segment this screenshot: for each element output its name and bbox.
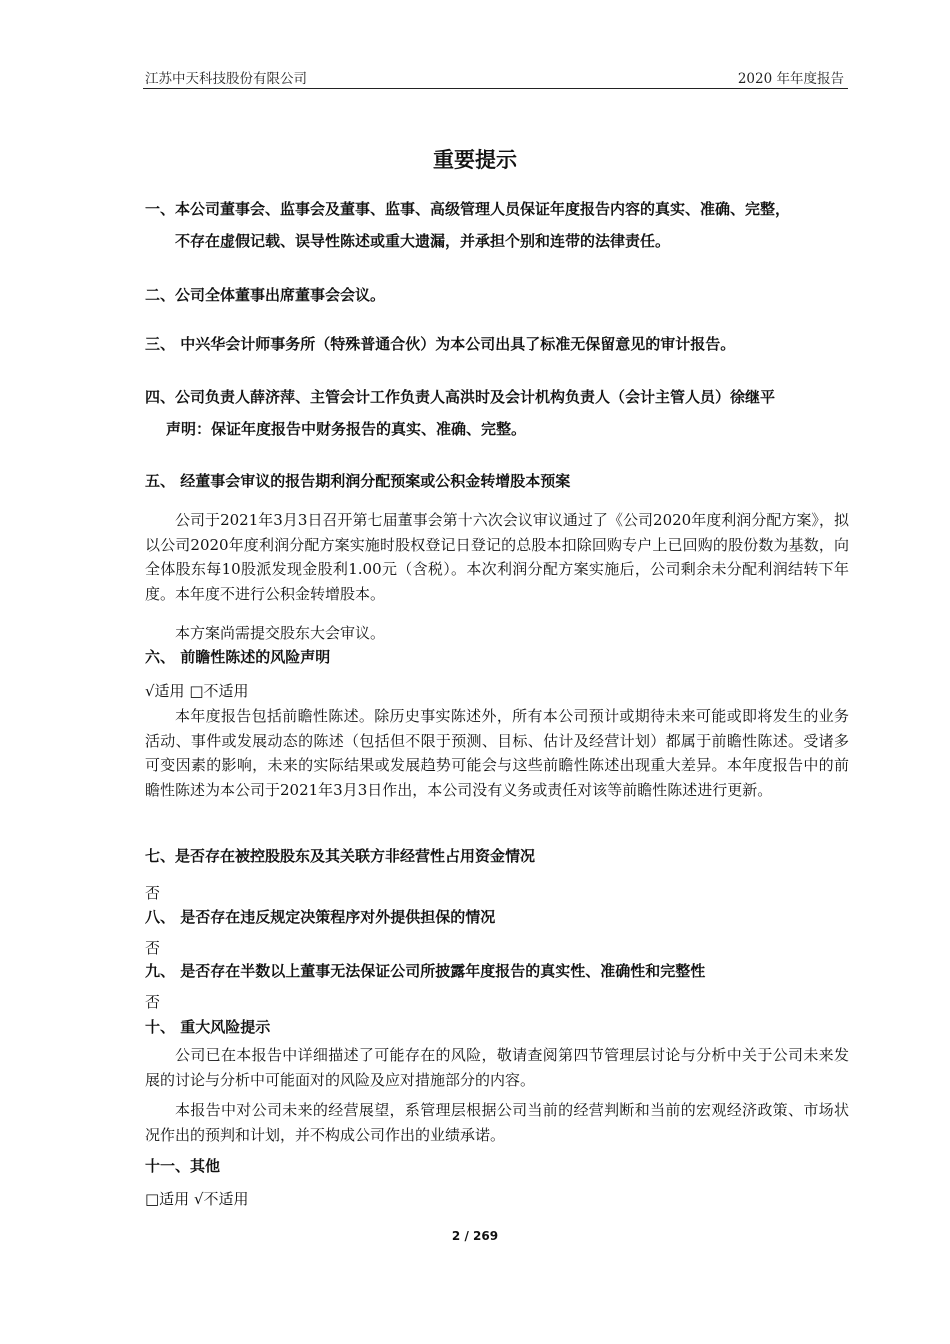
item-9-heading: 九、 是否存在半数以上董事无法保证公司所披露年度报告的真实性、准确性和完整性 <box>145 962 706 980</box>
item-9-answer: 否 <box>145 993 161 1011</box>
page-header <box>143 64 848 89</box>
item-10-paragraph-2: 本报告中对公司未来的经营展望，系管理层根据公司当前的经营判断和当前的宏观经济政策、市场状况作出的预判和计划，并不构成公司作出的业绩承诺。 <box>145 1101 849 1144</box>
item-10-paragraph-1: 公司已在本报告中详细描述了可能存在的风险，敬请查阅第四节管理层讨论与分析中关于公司未来发展的讨论与分析中可能面对的风险及应对措施部分的内容。 <box>145 1046 849 1089</box>
header-company: 江苏中天科技股份有限公司 <box>145 71 307 87</box>
item-6-applicability: √适用 □不适用 <box>145 682 249 700</box>
item-6-paragraph: 本年度报告包括前瞻性陈述。除历史事实陈述外，所有本公司预计或期待未来可能或即将发生的业务活动、事件或发展动态的陈述（包括但不限于预测、目标、估计及经营计划）都属于前瞻性陈述。受诸多可变因素的影响，未来的实际结果或发展趋势可能会与这些前瞻性陈述出现重大差异。本年度报告中的前瞻性陈述为本公司于2021年3月3日作出，本公司没有义务或责任对该等前瞻性陈述进行更新。 <box>145 707 849 799</box>
item-7-heading: 七、是否存在被控股股东及其关联方非经营性占用资金情况 <box>145 847 536 865</box>
item-1-line-1: 一、本公司董事会、监事会及董事、监事、高级管理人员保证年度报告内容的真实、准确、完整， <box>145 200 791 218</box>
item-3: 三、 中兴华会计师事务所（特殊普通合伙）为本公司出具了标准无保留意见的审计报告。 <box>145 335 736 353</box>
item-11-heading: 十一、其他 <box>145 1157 221 1175</box>
item-4-line-2: 声明：保证年度报告中财务报告的真实、准确、完整。 <box>166 420 527 438</box>
item-8-answer: 否 <box>145 939 161 957</box>
item-5-heading: 五、 经董事会审议的报告期利润分配预案或公积金转增股本预案 <box>145 472 571 490</box>
item-5-note: 本方案尚需提交股东大会审议。 <box>175 624 386 642</box>
item-8-heading: 八、 是否存在违反规定决策程序对外提供担保的情况 <box>145 908 496 926</box>
item-7-answer: 否 <box>145 884 161 902</box>
item-4-line-1: 四、公司负责人薛济萍、主管会计工作负责人高洪时及会计机构负责人（会计主管人员）徐继平 <box>145 388 776 406</box>
page-number: 2 / 269 <box>451 1229 499 1243</box>
item-11-applicability: □适用 √不适用 <box>145 1190 249 1208</box>
item-6-heading: 六、 前瞻性陈述的风险声明 <box>145 648 331 666</box>
header-report-title: 2020 年年度报告 <box>737 71 844 87</box>
item-5-paragraph: 公司于2021年3月3日召开第七届董事会第十六次会议审议通过了《公司2020年度利润分配方案》，拟以公司2020年度利润分配方案实施时股权登记日登记的总股本扣除回购专户上已回购的股份数为基数，向全体股东每10股派发现金股利1.00元（含税）。本次利润分配方案实施后，公司剩余未分配利润结转下年度。本年度不进行公积金转增股本。 <box>145 511 849 603</box>
item-2: 二、公司全体董事出席董事会会议。 <box>145 286 386 304</box>
item-10-heading: 十、 重大风险提示 <box>145 1018 271 1036</box>
page-title: 重要提示 <box>433 148 517 172</box>
item-1-line-2: 不存在虚假记载、误导性陈述或重大遗漏，并承担个别和连带的法律责任。 <box>175 232 671 250</box>
